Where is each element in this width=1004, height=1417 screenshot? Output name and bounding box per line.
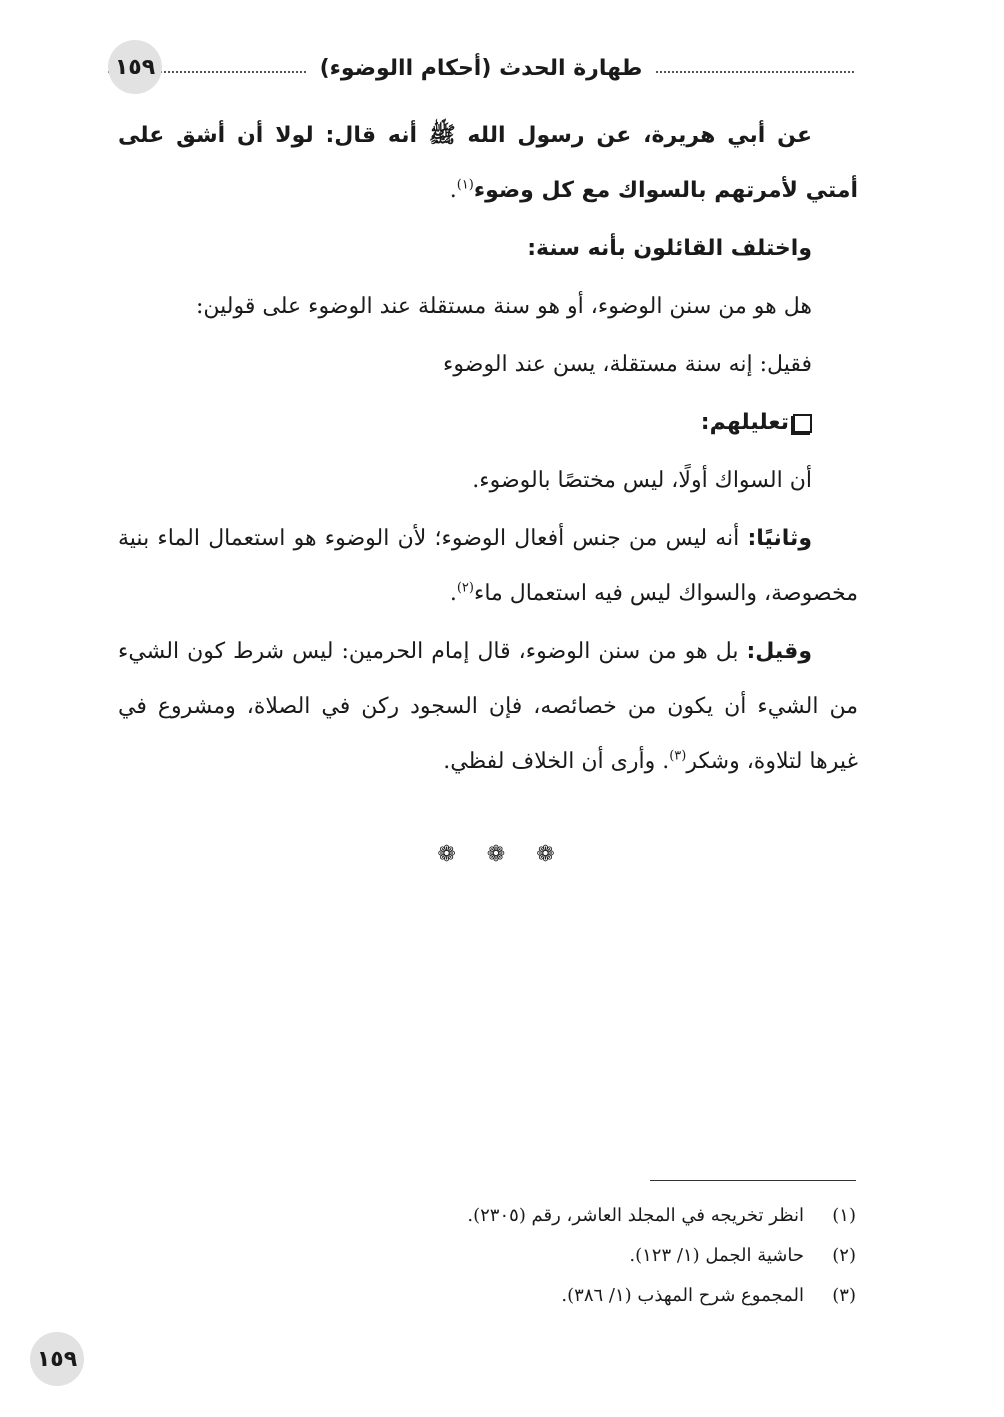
section-separator: ❁ ❁ ❁	[437, 842, 567, 867]
hadith-text: عن أبي هريرة، عن رسول الله ﷺ أنه قال: لولا أن أشق على أمتي لأمرتهم بالسواك مع كل وضوء	[118, 123, 858, 203]
footnote-ref-1: (١)	[456, 177, 474, 193]
footnote-item	[156, 1196, 856, 1236]
footnote-number: (٣)	[832, 1285, 856, 1306]
page-number: ١٥٩	[30, 1332, 84, 1386]
second-opinion-label: وقيل:	[746, 639, 812, 664]
paragraph-second-reason	[118, 511, 858, 621]
second-reason-text: أنه ليس من جنس أفعال الوضوء؛ لأن الوضوء هو استعمال الماء بنية مخصوصة، والسواك ليس فيه استعمال ماء	[118, 526, 858, 606]
footnote-ref-2: (٢)	[456, 580, 474, 596]
paragraph-disagreement: واختلف القائلون بأنه سنة:	[527, 236, 812, 261]
paragraph-question: هل هو من سنن الوضوء، أو هو سنة مستقلة عند الوضوء على قولين:	[195, 294, 812, 319]
footnote-text: حاشية الجمل (١/ ١٢٣).	[629, 1245, 804, 1266]
paragraph-first-reason: أن السواك أولًا، ليس مختصًا بالوضوء.	[472, 468, 812, 493]
checkbox-square-icon	[793, 414, 812, 433]
paragraph-reasoning-heading	[118, 395, 858, 450]
footnote-item	[156, 1236, 856, 1276]
paragraph-hadith	[118, 108, 858, 218]
footnote-number: (١)	[832, 1205, 856, 1226]
hadith-end: .	[449, 178, 457, 203]
footnote-text: المجموع شرح المهذب (١/ ٣٨٦).	[561, 1285, 804, 1306]
footnotes	[156, 1196, 856, 1316]
running-header	[108, 40, 854, 96]
second-opinion-end: . وأرى أن الخلاف لفظي.	[443, 749, 670, 774]
header-dots-right	[656, 71, 854, 73]
second-reason-end: .	[449, 581, 457, 606]
footnote-text: انظر تخريجه في المجلد العاشر، رقم (٢٣٠٥).	[467, 1205, 804, 1226]
footnote-divider	[650, 1180, 856, 1181]
footnote-number: (٢)	[832, 1245, 856, 1266]
main-text	[118, 108, 858, 792]
header-page-number: ١٥٩	[108, 40, 162, 94]
second-opinion-text: بل هو من سنن الوضوء، قال إمام الحرمين: ليس شرط كون الشيء من الشيء أن يكون من خصائصه، فإن السجود ركن في الصلاة، ومشروع في غيرها لتلاوة، وشكر	[118, 639, 858, 774]
paragraph-second-opinion	[118, 624, 858, 789]
paragraph-first-opinion: فقيل: إنه سنة مستقلة، يسن عند الوضوء	[443, 352, 812, 377]
second-reason-label: وثانيًا:	[747, 526, 812, 551]
reasoning-heading: تعليلهم:	[700, 410, 789, 435]
footnote-item	[156, 1276, 856, 1316]
header-title: طهارة الحدث (أحكام االوضوء)	[319, 55, 643, 81]
footnote-ref-3: (٣)	[669, 748, 687, 764]
